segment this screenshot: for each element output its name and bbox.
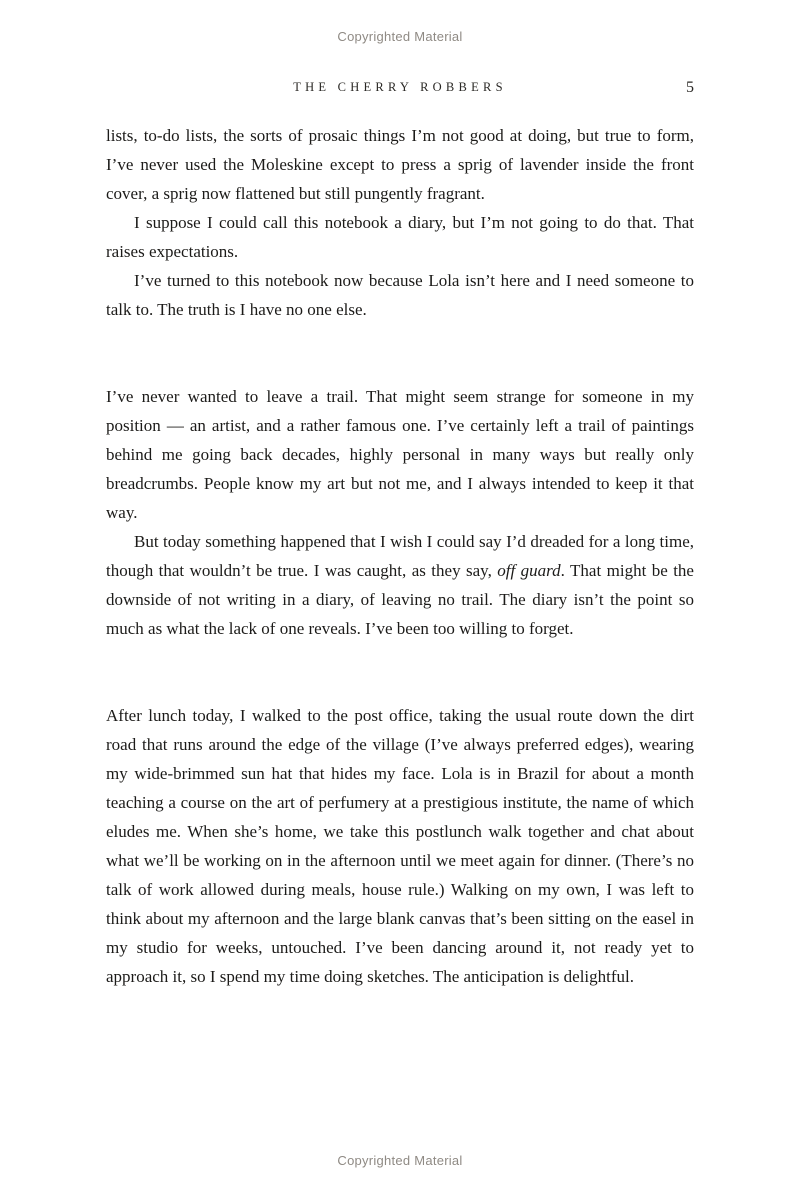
page-number: 5 xyxy=(686,79,694,96)
paragraph-1: lists, to-do lists, the sorts of prosaic things I’m not good at doing, but true to form, I’ve never used the Moleskine except to press a sprig of lavender inside the front cover, a sprig now flattened but still pungently fragrant. xyxy=(106,126,694,203)
book-title: THE CHERRY ROBBERS xyxy=(293,80,507,94)
paragraph-5-italic-phrase: off guard xyxy=(497,561,561,580)
paragraph-5-text: But today something happened that I wish I could say I’d dreaded for a long time, though that wouldn’t be true. I was caught, as they say, xyxy=(106,532,694,580)
running-header xyxy=(106,80,694,100)
text-column xyxy=(106,80,694,991)
paragraph-3: I’ve turned to this notebook now because Lola isn’t here and I need someone to talk to. The truth is I have no one else. xyxy=(106,271,694,319)
body-text xyxy=(106,121,694,991)
section-break xyxy=(106,324,694,382)
paragraph-4: I’ve never wanted to leave a trail. That might seem strange for someone in my position — an artist, and a rather famous one. I’ve certainly left a trail of paintings behind me going back decades, highly personal in many ways but really only breadcrumbs. People know my art but not me, and I always intended to keep it that way. xyxy=(106,387,694,522)
copyright-notice-bottom: Copyrighted Material xyxy=(337,1153,463,1168)
copyright-notice-top: Copyrighted Material xyxy=(337,29,463,44)
section-break xyxy=(106,643,694,701)
paragraph-2: I suppose I could call this notebook a diary, but I’m not going to do that. That raises expectations. xyxy=(106,213,694,261)
paragraph-5 xyxy=(106,527,694,643)
paragraph-6: After lunch today, I walked to the post office, taking the usual route down the dirt road that runs around the edge of the village (I’ve always preferred edges), wearing my wide-brimmed sun hat that hides my face. Lola is in Brazil for about a month teaching a course on the art of perfumery at a prestigious institute, the name of which eludes me. When she’s home, we take this postlunch walk together and chat about what we’ll be working on in the afternoon until we meet again for dinner. (There’s no talk of work allowed during meals, house rule.) Walking on my own, I was left to think about my afternoon and the large blank canvas that’s been sitting on the easel in my studio for weeks, untouched. I’ve been dancing around it, not ready yet to approach it, so I spend my time doing sketches. The anticipation is delightful. xyxy=(106,706,694,986)
paragraph-5-text-continued: . That might be the downside of not writing in a diary, of leaving no trail. The diary isn’t the point so much as what the lack of one reveals. I’ve been too willing to forget. xyxy=(106,561,694,638)
